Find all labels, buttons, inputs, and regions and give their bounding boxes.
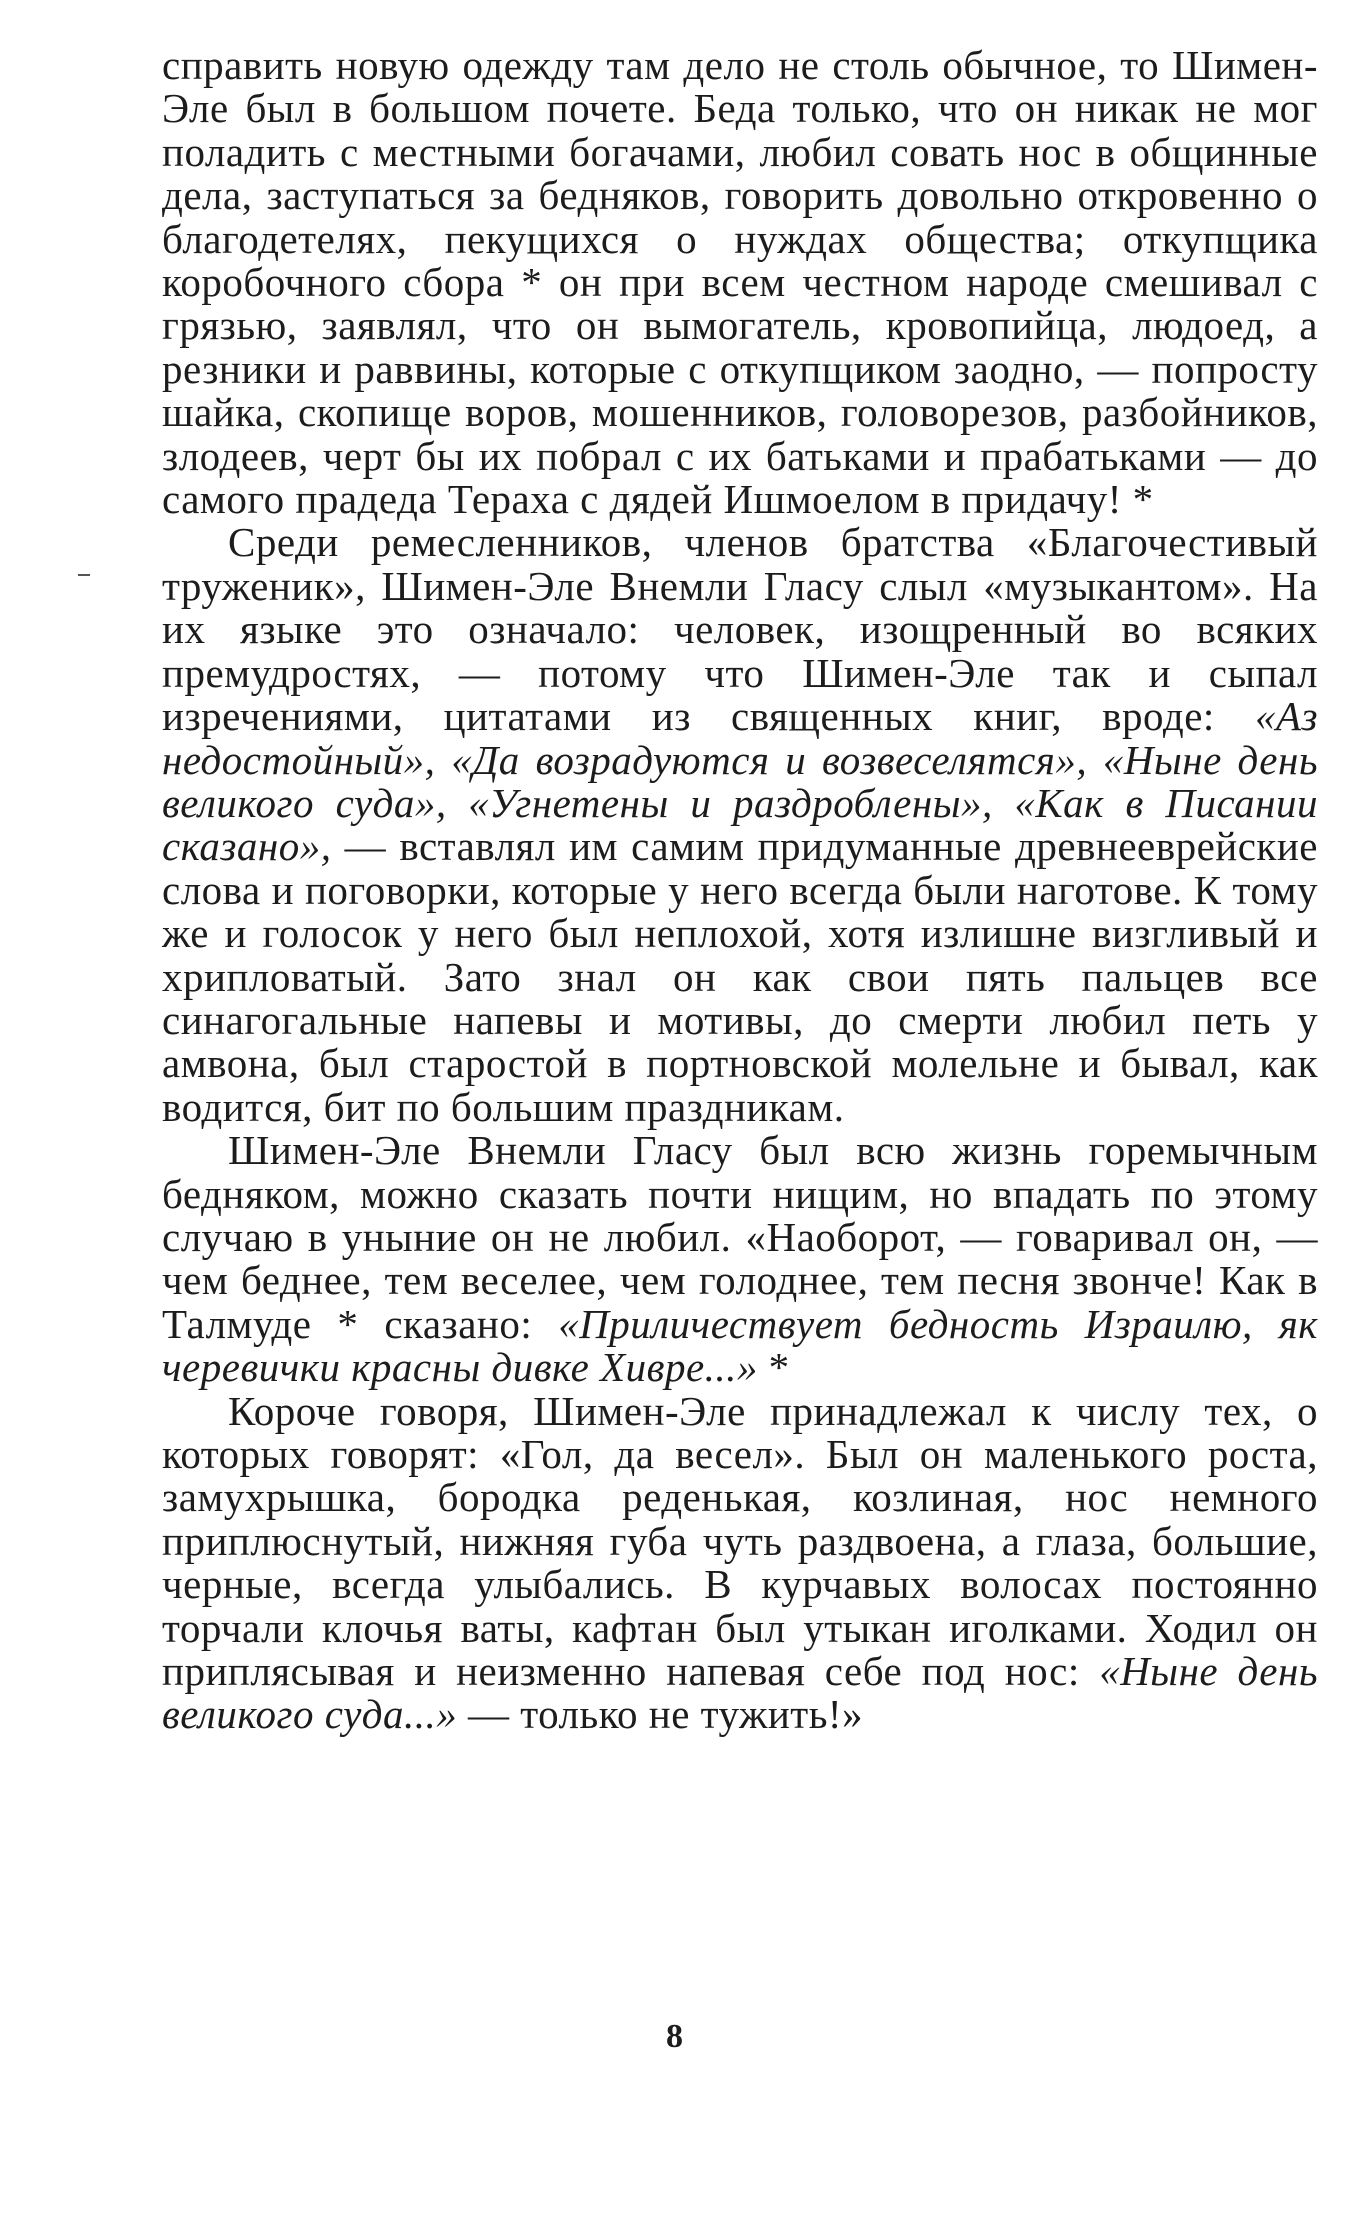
book-page-text (162, 44, 1318, 1737)
margin-mark (78, 574, 90, 576)
paragraph-3-footnote-mark: * (757, 1344, 790, 1391)
paragraph-4 (162, 1387, 1318, 1738)
paragraph-2-text-a: Среди ремесленников, членов братства «Благочестивый труженик», Шимен-Эле Внемли Гласу слыл «музыкантом». На их языке это означало: человек, изощренный во всяких премудростях, — потому что Шимен-Эле так и сыпал изречениями, цитатами из священных книг, вроде: (162, 519, 1318, 740)
paragraph-1 (162, 44, 1318, 521)
paragraph-1-text: справить новую одежду там дело не столь обычное, то Шимен-Эле был в большом почете. Беда только, что он никак не мог поладить с местными богачами, любил совать нос в общинные дела, заступаться за бедняков, говорить довольно откровенно о благодетелях, пекущихся о нуждах общества; откупщика коробочного сбора * он при всем честном народе смешивал с грязью, заявлял, что он вымогатель, кровопийца, людоед, а резники и раввины, которые с откупщиком заодно, — попросту шайка, скопище воров, мошенников, головорезов, разбойников, злодеев, черт бы их побрал с их батьками и прабатьками — до самого прадеда Тераха с дядей Ишмоелом в придачу! * (162, 42, 1318, 523)
paragraph-4-text-a: Короче говоря, Шимен-Эле принадлежал к числу тех, о которых говорят: «Гол, да весел». Был он маленького роста, замухрышка, бородка реденькая, козлиная, нос немного приплюснутый, нижняя губа чуть раздвоена, а глаза, большие, черные, всегда улыбались. В курчавых волосах постоянно торчали клочья ваты, кафтан был утыкан иголками. Ходил он приплясывая и неизменно напевая себе под нос: (162, 1387, 1318, 1695)
paragraph-3-quote-italic: «Приличествует бедность Израилю, як черевички красны дивке Хивре...» (162, 1300, 1318, 1391)
paragraph-3-text-a: Шимен-Эле Внемли Гласу был всю жизнь горемычным бедняком, можно сказать почти нищим, но впадать по этому случаю в уныние он не любил. «Наоборот, — говаривал он, — чем беднее, тем веселее, чем голоднее, тем песня звонче! Как в Талмуде * сказано: (162, 1127, 1318, 1347)
paragraph-2-text-b: — вставлял им самим придуманные древнееврейские слова и поговорки, которые у него всегда были наготове. К тому же и голосок у него был неплохой, хотя излишне визгливый и хрипловатый. Зато знал он как свои пять пальцев все синагогальные напевы и мотивы, до смерти любил петь у амвона, был старостой в портновской молельне и бывал, как водится, бит по большим праздникам. (162, 823, 1318, 1130)
paragraph-4-quote-italic: «Ныне день великого суда...» (162, 1648, 1318, 1738)
paragraph-3 (162, 1129, 1318, 1389)
page-number: 8 (666, 2018, 683, 2055)
paragraph-4-text-b: — только не тужить!» (457, 1691, 864, 1738)
paragraph-2 (162, 521, 1318, 1129)
paragraph-2-quotes-italic: «Аз недостойный», «Да возрадуются и возвеселятся», «Ныне день великого суда», «Угнетены и раздроблены», «Как в Писании сказано», (162, 693, 1318, 870)
